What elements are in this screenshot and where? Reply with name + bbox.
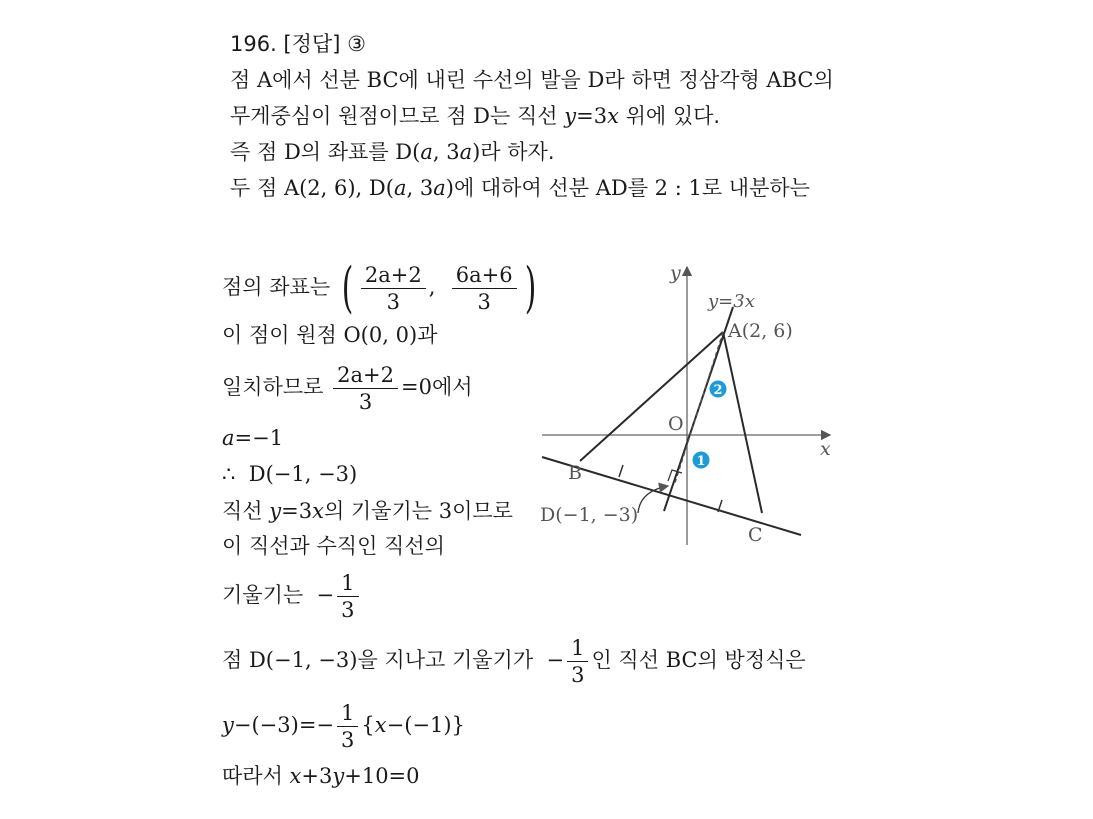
text-line-3: 즉 점 D의 좌표를 D(a, 3a)라 하자. <box>230 140 555 164</box>
fraction: $\frac{2a+2}{3}$ <box>333 363 398 414</box>
text-line-7: 일치하므로 $\frac{2a+2}{3}$ =0에서 <box>222 362 473 414</box>
fraction: $\frac{1}{3}$ <box>337 571 358 622</box>
svg-text:1: 1 <box>696 454 706 469</box>
text-line-2: 무게중심이 원점이므로 점 D는 직선 y=3x 위에 있다. <box>230 104 721 128</box>
text-line-9: ∴ D(−1, −3) <box>222 462 358 486</box>
fraction: $\frac{1}{3}$ <box>567 636 588 687</box>
side-ac <box>723 332 762 513</box>
text-line-10: 직선 y=3x의 기울기는 3이므로 <box>222 499 513 523</box>
fraction: $\frac{2a+2}{3}$ <box>361 263 426 314</box>
svg-text:2: 2 <box>713 383 723 398</box>
text-line-1: 점 A에서 선분 BC에 내린 수선의 발을 D라 하면 정삼각형 ABC의 <box>230 68 834 92</box>
text-line-8: a=−1 <box>222 426 284 450</box>
text-line-14: y−(−3)=− $\frac{1}{3}$ {x−(−1)} <box>222 700 465 752</box>
text-line-5: 점의 좌표는 ( $\frac{2a+2}{3}$ , $\frac{6a+6}{3}$ ) <box>222 256 536 319</box>
label-b: B <box>568 462 582 484</box>
fraction: $\frac{6a+6}{3}$ <box>452 263 517 314</box>
label-o: O <box>668 413 684 435</box>
text-line-6: 이 점이 원점 O(0, 0)과 <box>222 323 438 347</box>
text-line-11: 이 직선과 수직인 직선의 <box>222 534 445 558</box>
fraction: $\frac{1}{3}$ <box>337 701 358 752</box>
label-d: D(−1, −3) <box>540 504 639 526</box>
side-ab <box>580 332 723 461</box>
triangle-figure <box>520 255 850 555</box>
text-line-12: 기울기는 − $\frac{1}{3}$ <box>222 570 362 622</box>
tick-mark <box>619 465 623 477</box>
text-line-15: 따라서 x+3y+10=0 <box>222 764 420 788</box>
text-line-13: 점 D(−1, −3)을 지나고 기울기가 − $\frac{1}{3}$ 인 직선 BC의 방정식은 <box>222 635 806 687</box>
problem-header: 196. [정답] ③ <box>230 32 366 56</box>
text-line-4: 두 점 A(2, 6), D(a, 3a)에 대하여 선분 AD를 2 : 1로 내분하는 <box>230 176 810 200</box>
y-axis-label: y <box>670 262 681 284</box>
label-a: A(2, 6) <box>728 320 793 342</box>
line-label: y=3x <box>708 291 755 312</box>
x-axis-label: x <box>820 438 831 460</box>
label-c: C <box>748 524 763 546</box>
